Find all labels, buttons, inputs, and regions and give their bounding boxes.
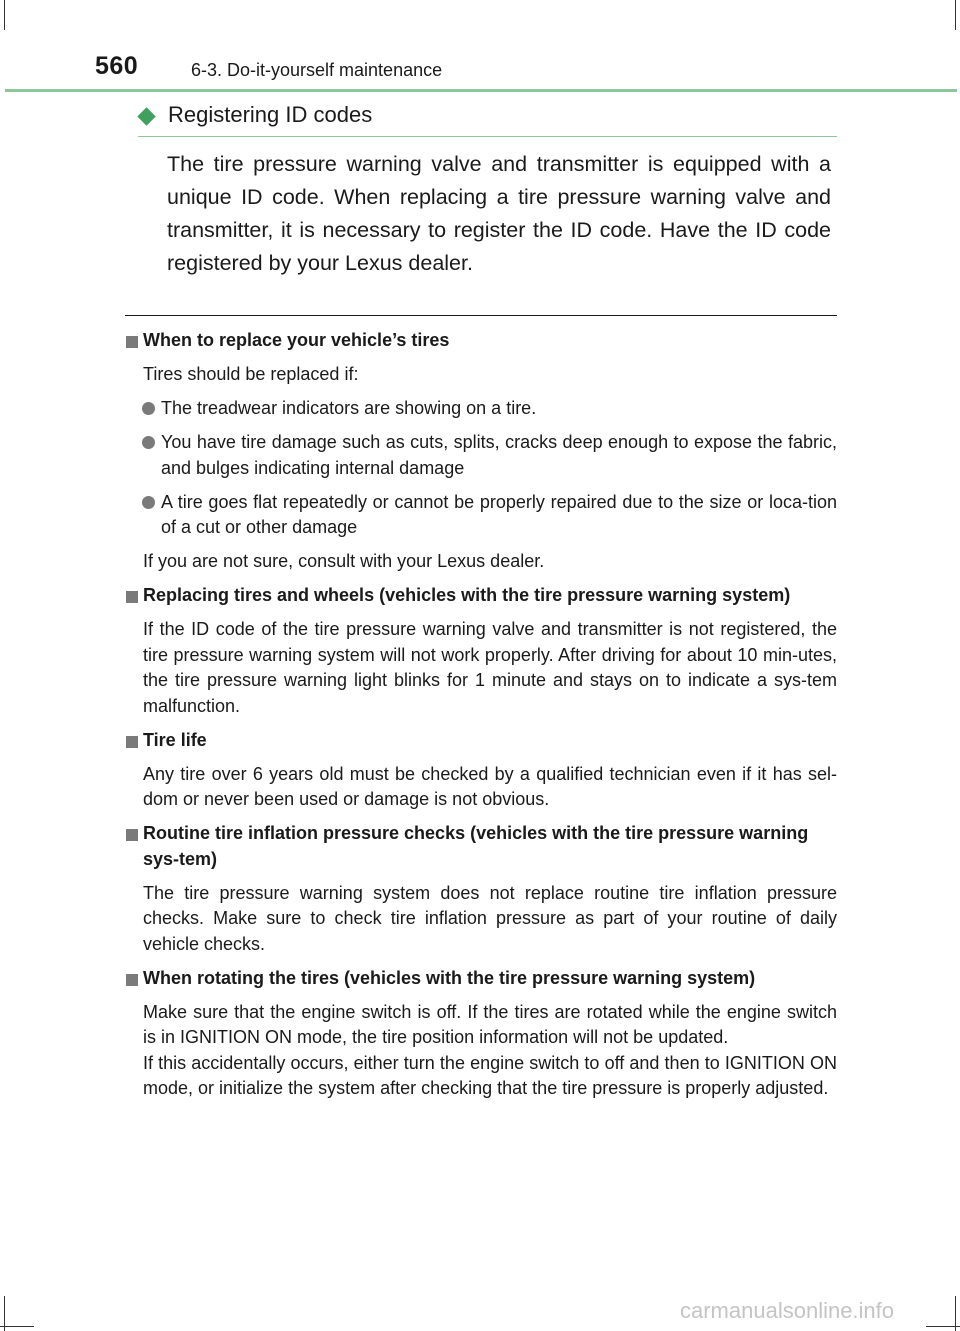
- square-bullet-icon: [126, 974, 138, 986]
- circle-bullet-icon: [142, 402, 155, 415]
- notes-content: [125, 328, 837, 1110]
- subsection-body: The tire pressure warning valve and transmitter is equipped with a unique ID code. When replacing a tire pressure warning valve and transmitter, it is necessary to register the ID code. Have the ID code registered by your Lexus dealer.: [167, 152, 831, 275]
- note-heading-text: When to replace your vehicle’s tires: [143, 330, 450, 350]
- section-title: 6-3. Do-it-yourself maintenance: [191, 60, 443, 80]
- subsection-heading: [138, 102, 837, 137]
- crop-mark: [0, 1326, 34, 1327]
- note-heading-text: Replacing tires and wheels (vehicles with the tire pressure warning system): [143, 585, 791, 605]
- bullet-text: You have tire damage such as cuts, splits, cracks deep enough to expose the fabric, and bulges indicating internal damage: [161, 432, 837, 478]
- header-rule: [5, 89, 957, 92]
- note-paragraph: If the ID code of the tire pressure warning valve and transmitter is not registered, the tire pressure warning system will not work properly. After driving for about 10 min-utes, the tire pressure warning light blinks for 1 minute and stays on to indicate a sys-tem malfunction.: [143, 619, 837, 716]
- note-heading: [125, 821, 837, 872]
- page-header: [0, 0, 960, 95]
- square-bullet-icon: [126, 736, 138, 748]
- square-bullet-icon: [126, 591, 138, 603]
- section-divider: [125, 315, 837, 316]
- page-number: 560: [95, 52, 139, 80]
- square-bullet-icon: [126, 829, 138, 841]
- note-paragraph: If this accidentally occurs, either turn the engine switch to off and then to IGNITION ON mode, or initialize the system after checking that the tire pressure is properly adjusted.: [143, 1052, 837, 1098]
- crop-mark: [926, 1326, 960, 1327]
- note-heading: [125, 966, 837, 992]
- note-heading-text: Routine tire inflation pressure checks (vehicles with the tire pressure warning sys-tem): [143, 823, 809, 869]
- bullet-text: A tire goes flat repeatedly or cannot be properly repaired due to the size or loca-tion of a cut or other damage: [161, 491, 837, 537]
- circle-bullet-icon: [142, 436, 155, 449]
- note-paragraph: Make sure that the engine switch is off. If the tires are rotated while the engine switch is in IGNITION ON mode, the tire position information will not be updated.: [143, 1001, 837, 1047]
- note-heading: [125, 328, 837, 354]
- circle-bullet-icon: [142, 496, 155, 509]
- bullet-text: The treadwear indicators are showing on a tire.: [161, 398, 537, 418]
- note-heading-text: When rotating the tires (vehicles with the tire pressure warning system): [143, 967, 756, 988]
- note-heading-text: Tire life: [143, 729, 207, 750]
- bullet-item: [161, 430, 837, 481]
- subsection-title: Registering ID codes: [168, 102, 373, 127]
- bullet-item: [161, 396, 837, 422]
- note-paragraph: If you are not sure, consult with your Lexus dealer.: [143, 551, 545, 571]
- note-paragraph: Any tire over 6 years old must be checked by a qualified technician even if it has sel-dom or never been used or damage is not obvious.: [143, 763, 837, 809]
- note-heading: [125, 583, 837, 609]
- watermark: carmanualsonline.info: [680, 1298, 895, 1323]
- note-heading: [125, 728, 837, 754]
- diamond-icon: [137, 107, 155, 125]
- note-paragraph: Tires should be replaced if:: [143, 364, 359, 384]
- square-bullet-icon: [126, 336, 138, 348]
- bullet-item: [161, 490, 837, 541]
- note-paragraph: The tire pressure warning system does not replace routine tire inflation pressure checks. Make sure to check tire inflation pressure as part of your routine of daily vehicle checks.: [143, 882, 837, 954]
